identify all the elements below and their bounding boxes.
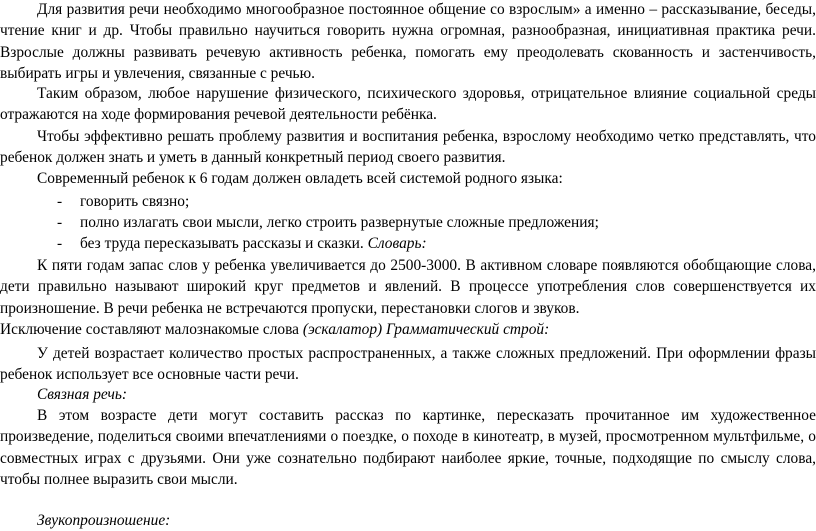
grammar-heading: (эскалатор) Грамматический строй: — [302, 321, 550, 338]
list-dash: - — [57, 235, 63, 252]
list-item-text: полно излагать свои мысли, легко строить развернутые сложные предложения; — [80, 214, 599, 231]
paragraph-vocabulary: К пяти годам запас слов у ребенка увеличивается до 2500-3000. В активном словаре появляются обобщающие слова, дети правильно называют широкий круг предметов и явлений. В процессе употребления слов совершенствуется их произношение. В речи ребенка не встречаются пропуски, перестановки слогов и звуков. — [0, 257, 816, 317]
paragraph-six-years: Современный ребенок к 6 годам должен овладеть всей системой родного языка: — [37, 170, 563, 187]
list-item-text — [80, 233, 427, 254]
coherent-speech-heading: Связная речь: — [37, 386, 128, 403]
list-dash: - — [57, 214, 63, 231]
list-dash: - — [57, 193, 63, 210]
list-item-text-main: без труда пересказывать рассказы и сказки. — [80, 235, 364, 252]
paragraph-exceptions — [0, 319, 816, 340]
exceptions-text: Исключение составляют малознакомые слова — [0, 321, 299, 338]
list-item-text: говорить связно; — [80, 193, 190, 210]
paragraph-grammar: У детей возрастает количество простых распространенных, а также сложных предложений. При оформлении фразы ребенок использует все основные части речи. — [0, 345, 816, 384]
pronunciation-heading: Звукопроизношение: — [37, 512, 171, 529]
paragraph-conclusion: Таким образом, любое нарушение физического, психического здоровья, отрицательное влияние социальной среды отражаются на ходе формирования речевой деятельности ребёнка. — [0, 85, 816, 124]
paragraph-speech-development: Для развития речи необходимо многообразное постоянное общение со взрослым» а именно – рассказывание, беседы, чтение книг и др. Чтобы правильно научиться говорить нужна огромная, разнообразная, инициативная практика речи. Взрослые должны развивать речевую активность ребенка, помогать ему преодолевать скованность и застенчивость, выбирать игры и увлечения, связанные с речью. — [0, 1, 816, 82]
paragraph-adult-role: Чтобы эффективно решать проблему развития и воспитания ребенка, взрослому необходимо четко представлять, что ребенок должен знать и уметь в данный конкретный период своего развития. — [0, 128, 816, 167]
paragraph-coherent-speech: В этом возрасте дети могут составить рассказ по картинке, пересказать прочитанное им художественное произведение, поделиться своими впечатлениями о поездке, о походе в кинотеатр, в музей, просмотренном мультфильме, о совместных играх с друзьями. Они уже сознательно подбирают наиболее яркие, точные, подходящие по смыслу слова, чтобы полнее выразить свои мысли. — [0, 407, 816, 488]
vocabulary-heading: Словарь: — [367, 235, 427, 252]
